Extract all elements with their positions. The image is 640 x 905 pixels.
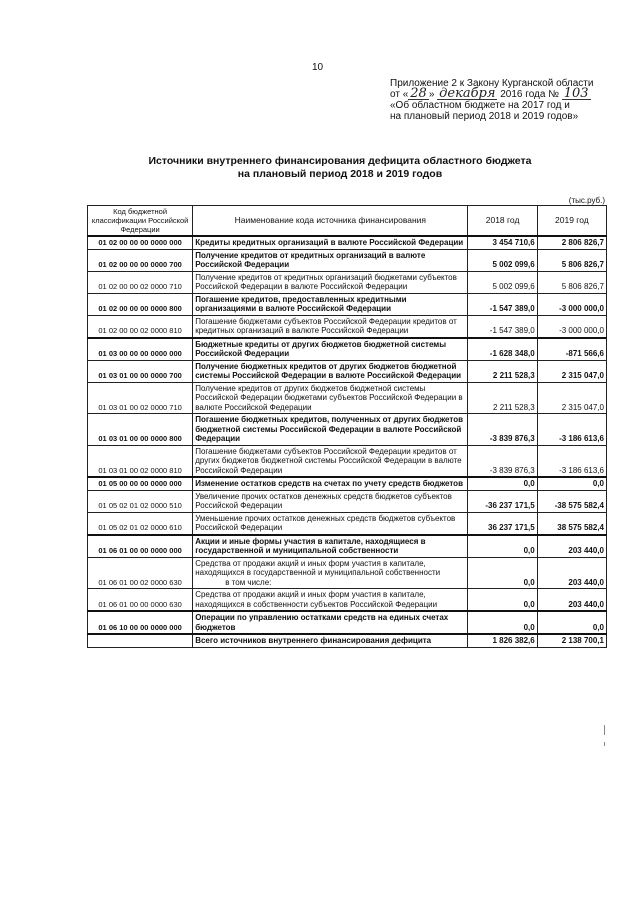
row-name-text: Получение кредитов от кредитных организаций бюджетами субъектов Российской Федерации в валюте Российской Федерации: [195, 272, 457, 291]
financing-sources-table: [87, 205, 607, 648]
table-row: [88, 535, 607, 558]
row-value-2018: 0,0: [468, 557, 537, 589]
row-code: 01 02 00 00 02 0000 710: [88, 271, 193, 293]
row-value-2019: -3 000 000,0: [537, 315, 606, 338]
row-value-2019: 2 806 826,7: [537, 236, 606, 249]
row-value-2019: 203 440,0: [537, 589, 606, 612]
row-name-text: Акции и иные формы участия в капитале, находящиеся в государственной и муниципальной собственности: [195, 536, 426, 555]
row-value-2019: 5 806 826,7: [537, 249, 606, 271]
row-name: [193, 557, 468, 589]
table-header-row: [88, 206, 607, 237]
appendix-line-2: [390, 86, 630, 101]
row-value-2019: 2 138 700,1: [537, 634, 606, 647]
scan-mark: [604, 742, 605, 746]
unit-label: (тыс.руб.): [568, 196, 605, 205]
row-value-2019: 203 440,0: [537, 557, 606, 589]
row-subnote: в том числе:: [225, 577, 272, 587]
row-code: 01 03 01 00 02 0000 810: [88, 445, 193, 477]
row-code: 01 05 00 00 00 0000 000: [88, 477, 193, 490]
table-row: [88, 512, 607, 535]
row-value-2019: -38 575 582,4: [537, 490, 606, 512]
row-name: [193, 382, 468, 414]
row-code: 01 02 00 00 00 0000 800: [88, 293, 193, 315]
row-value-2018: 5 002 099,6: [468, 271, 537, 293]
row-value-2018: -36 237 171,5: [468, 490, 537, 512]
table-body: [88, 236, 607, 647]
row-name-text: Бюджетные кредиты от других бюджетов бюджетной системы Российской Федерации: [195, 339, 447, 358]
row-name: [193, 512, 468, 535]
row-value-2018: 5 002 099,6: [468, 249, 537, 271]
row-name: [193, 315, 468, 338]
row-value-2019: 0,0: [537, 611, 606, 634]
appendix-year: 2016 года №: [500, 89, 559, 100]
row-name: [193, 490, 468, 512]
appendix-header: [390, 78, 630, 122]
row-name-text: Погашение бюджетных кредитов, полученных от других бюджетов бюджетной системы Российской Федерации в валюте Российской Федерации: [195, 415, 464, 443]
row-name-text: Погашение бюджетами субъектов Российской Федерации кредитов от других бюджетов бюджетной системы Российской Федерации в валюте Российской Федерации: [195, 446, 462, 475]
table-row: [88, 445, 607, 477]
row-code: 01 03 01 00 00 0000 800: [88, 414, 193, 446]
row-name: [193, 445, 468, 477]
table-row: [88, 293, 607, 315]
row-value-2018: 1 826 382,6: [468, 634, 537, 647]
appendix-date-prefix: от «: [390, 89, 409, 100]
row-code: 01 06 01 00 00 0000 630: [88, 589, 193, 612]
row-code: 01 03 00 00 00 0000 000: [88, 338, 193, 361]
table-row: [88, 414, 607, 446]
table-row: [88, 360, 607, 382]
table-row: [88, 557, 607, 589]
header-name: Наименование кода источника финансирования: [193, 206, 468, 237]
row-value-2019: 0,0: [537, 477, 606, 490]
handwritten-law-number: 103: [563, 86, 589, 101]
row-name-text: Средства от продажи акций и иных форм участия в капитале, находящихся в собственности субъектов Российской Федерации: [195, 590, 438, 609]
row-value-2018: -1 547 389,0: [468, 293, 537, 315]
row-value-2018: -1 628 348,0: [468, 338, 537, 361]
row-name: [193, 634, 468, 647]
row-name-text: Средства от продажи акций и иных форм участия в капитале, находящихся в государственной и муниципальной собственности: [195, 558, 441, 577]
row-name: [193, 360, 468, 382]
row-value-2019: 38 575 582,4: [537, 512, 606, 535]
row-value-2019: -3 186 613,6: [537, 414, 606, 446]
row-name-text: Уменьшение прочих остатков денежных средств бюджетов субъектов Российской Федерации: [195, 513, 456, 532]
row-value-2018: -1 547 389,0: [468, 315, 537, 338]
appendix-date-quote: »: [428, 89, 435, 100]
row-value-2018: -3 839 876,3: [468, 445, 537, 477]
appendix-line-1: Приложение 2 к Закону Курганской области: [390, 78, 594, 89]
row-name: [193, 338, 468, 361]
table-row: [88, 249, 607, 271]
row-name-text: Погашение бюджетами субъектов Российской Федерации кредитов от кредитных организаций в валюте Российской Федерации: [195, 316, 457, 335]
row-name: [193, 271, 468, 293]
row-value-2019: -871 566,6: [537, 338, 606, 361]
title-line-2: на плановый период 2018 и 2019 годов: [237, 168, 443, 180]
row-value-2019: 203 440,0: [537, 535, 606, 558]
row-code: 01 05 02 01 02 0000 610: [88, 512, 193, 535]
row-value-2018: 36 237 171,5: [468, 512, 537, 535]
row-code: 01 03 01 00 02 0000 710: [88, 382, 193, 414]
row-code: 01 02 00 00 02 0000 810: [88, 315, 193, 338]
row-code: 01 06 10 00 00 0000 000: [88, 611, 193, 634]
row-value-2018: 0,0: [468, 589, 537, 612]
row-name: [193, 414, 468, 446]
row-value-2018: 3 454 710,6: [468, 236, 537, 249]
row-value-2019: 2 315 047,0: [537, 382, 606, 414]
row-name-text: Операции по управлению остатками средств на единых счетах бюджетов: [195, 613, 449, 632]
appendix-line-4: на плановый период 2018 и 2019 годов»: [390, 111, 579, 122]
row-name-text: Кредиты кредитных организаций в валюте Российской Федерации: [195, 238, 464, 247]
row-value-2018: 2 211 528,3: [468, 382, 537, 414]
row-value-2019: -3 000 000,0: [537, 293, 606, 315]
header-2019: 2019 год: [537, 206, 606, 237]
row-name-text: Всего источников внутреннего финансирования дефицита: [195, 636, 432, 645]
table-row: [88, 477, 607, 490]
row-name: [193, 293, 468, 315]
row-code: 01 02 00 00 00 0000 000: [88, 236, 193, 249]
row-name-text: Получение кредитов от кредитных организаций в валюте Российской Федерации: [195, 250, 426, 269]
row-value-2018: 0,0: [468, 477, 537, 490]
row-value-2018: -3 839 876,3: [468, 414, 537, 446]
table-row: [88, 338, 607, 361]
row-value-2019: 2 315 047,0: [537, 360, 606, 382]
table-row: [88, 382, 607, 414]
row-name-text: Погашение кредитов, предоставленных кредитными организациями в валюте Российской Федерации: [195, 294, 407, 313]
row-name: [193, 611, 468, 634]
row-code: 01 05 02 01 02 0000 510: [88, 490, 193, 512]
row-name: [193, 249, 468, 271]
header-code: Код бюджетной классификации Российской Федерации: [88, 206, 193, 237]
row-name: [193, 589, 468, 612]
header-2018: 2018 год: [468, 206, 537, 237]
row-code: 01 03 01 00 00 0000 700: [88, 360, 193, 382]
row-name-text: Получение кредитов от других бюджетов бюджетной системы Российской Федерации бюджетами субъектов Российской Федерации в валюте Российской Федерации: [195, 383, 463, 412]
handwritten-day: 28: [410, 86, 427, 101]
page-number: 10: [312, 62, 324, 73]
row-value-2018: 0,0: [468, 611, 537, 634]
row-code: 01 06 01 00 00 0000 000: [88, 535, 193, 558]
table-row: [88, 315, 607, 338]
row-name: [193, 477, 468, 490]
row-code: 01 02 00 00 00 0000 700: [88, 249, 193, 271]
table-row: [88, 271, 607, 293]
row-value-2018: 0,0: [468, 535, 537, 558]
row-code: 01 06 01 00 02 0000 630: [88, 557, 193, 589]
row-name: [193, 535, 468, 558]
table-row: [88, 611, 607, 634]
appendix-line-3: «Об областном бюджете на 2017 год и: [390, 100, 570, 111]
document-title: [110, 155, 570, 181]
row-value-2019: 5 806 826,7: [537, 271, 606, 293]
row-value-2019: -3 186 613,6: [537, 445, 606, 477]
table-row: [88, 589, 607, 612]
title-line-1: Источники внутреннего финансирования дефицита областного бюджета: [148, 155, 532, 167]
row-name-text: Изменение остатков средств на счетах по учету средств бюджетов: [195, 479, 463, 488]
row-name-text: Увеличение прочих остатков денежных средств бюджетов субъектов Российской Федерации: [195, 491, 452, 510]
row-name-text: Получение бюджетных кредитов от других бюджетов бюджетной системы Российской Федерации в валюте Российской Федерации: [195, 361, 462, 380]
row-code: [88, 634, 193, 647]
table-row: [88, 634, 607, 647]
handwritten-month: декабря: [439, 86, 496, 101]
scan-mark: [604, 725, 605, 735]
table-row: [88, 236, 607, 249]
table-row: [88, 490, 607, 512]
row-value-2018: 2 211 528,3: [468, 360, 537, 382]
row-name: [193, 236, 468, 249]
